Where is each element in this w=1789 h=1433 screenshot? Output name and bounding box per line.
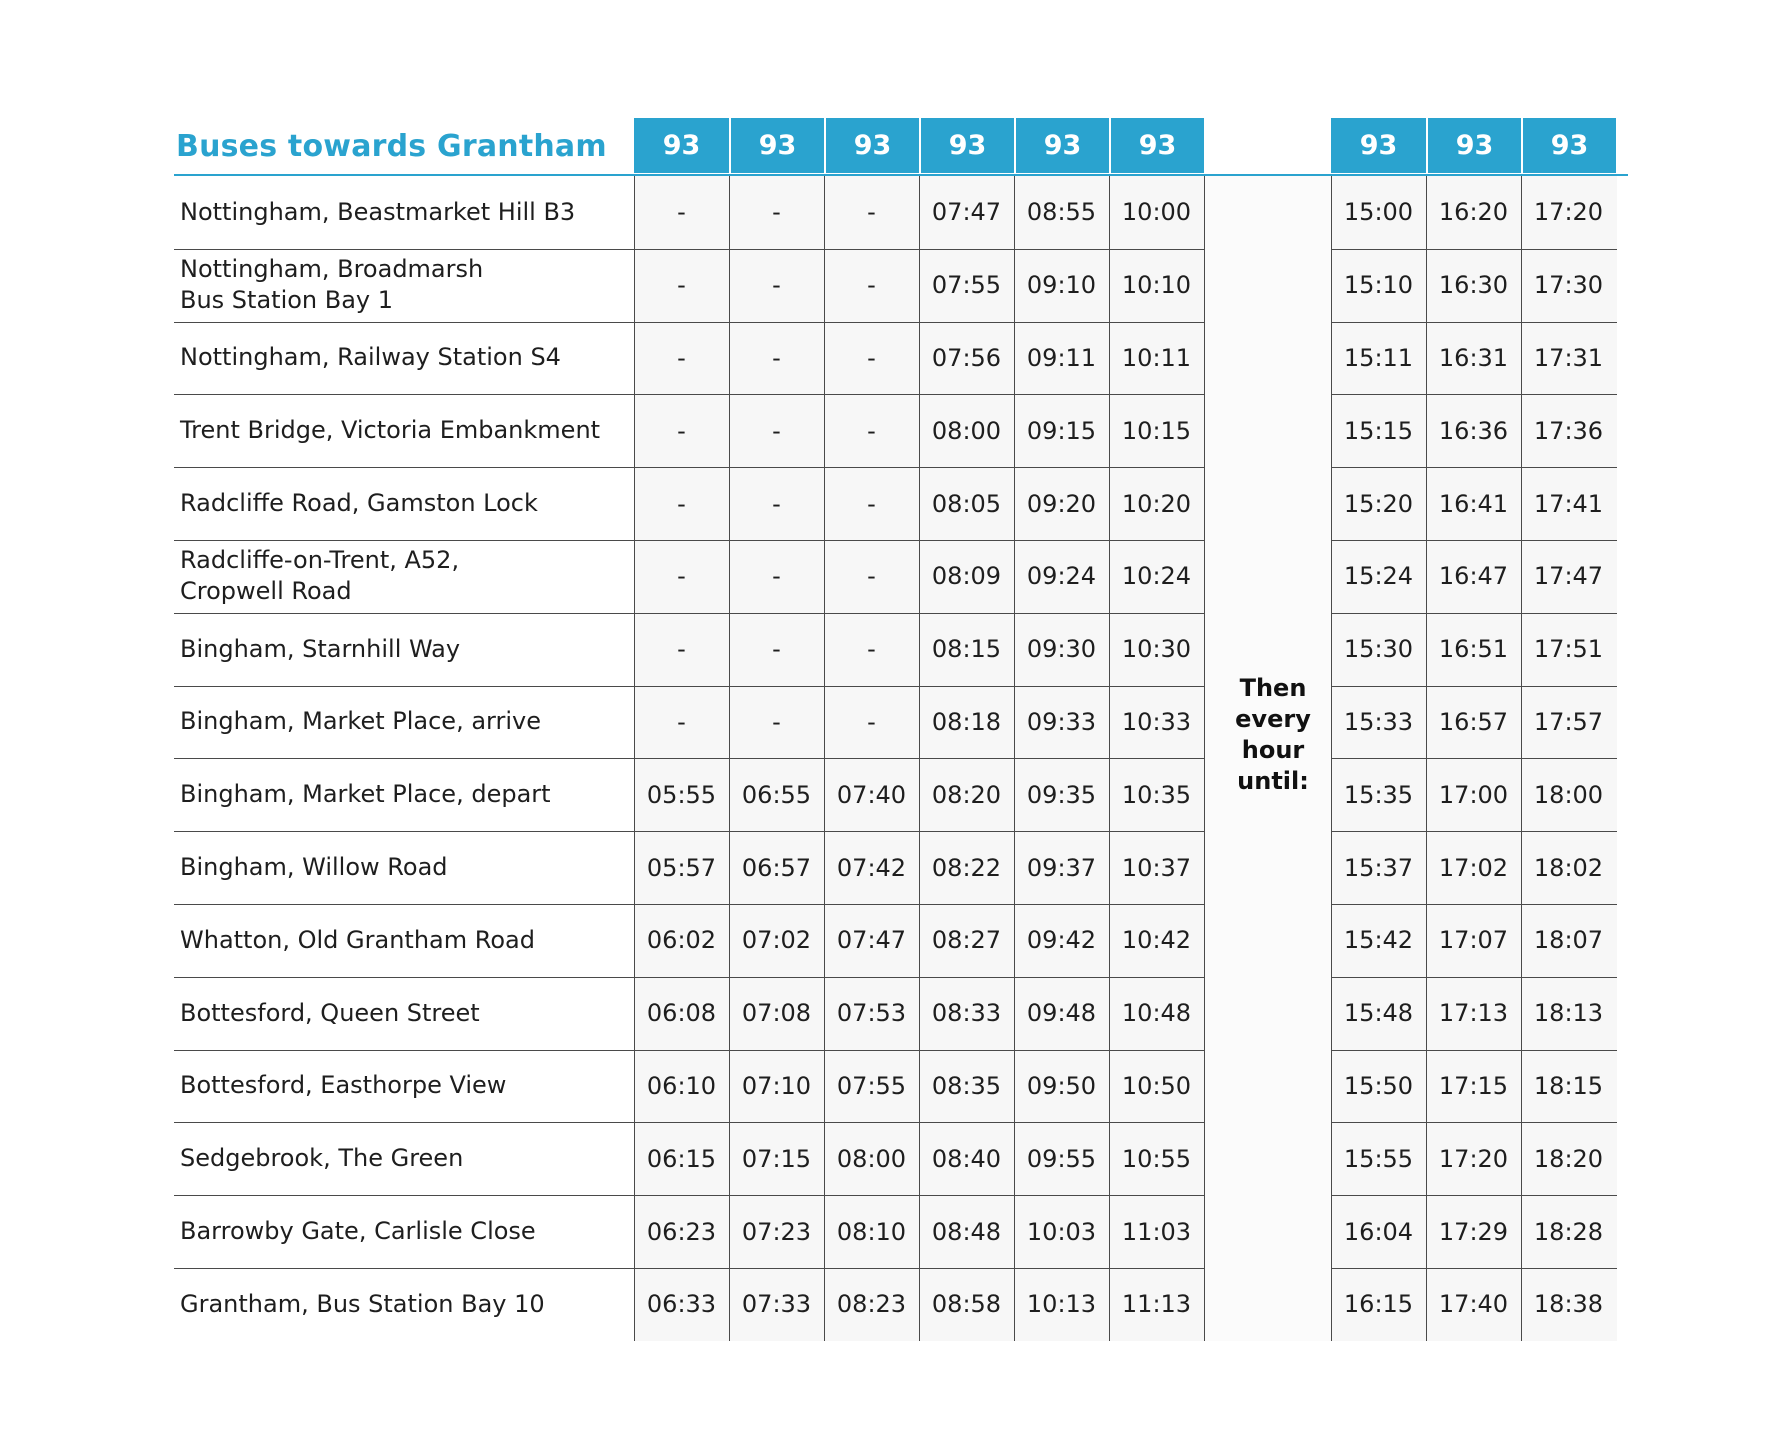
stop-name: Grantham, Bus Station Bay 10	[180, 1289, 545, 1318]
departure-time: 10:13	[1026, 1290, 1097, 1319]
departure-time: 16:41	[1438, 489, 1509, 518]
departure-time: 15:42	[1343, 926, 1414, 955]
departure-time: 08:33	[931, 999, 1002, 1028]
stop-name: Bingham, Market Place, depart	[180, 780, 551, 809]
departure-time: 08:35	[931, 1071, 1002, 1100]
stop-name: Bottesford, Queen Street	[180, 998, 480, 1027]
route-header-8: 93	[1426, 118, 1521, 173]
stop-name: Bingham, Willow Road	[180, 853, 448, 882]
departure-time: 16:20	[1438, 198, 1509, 227]
timetable-title: Buses towards Grantham	[176, 129, 607, 164]
departure-time: 07:42	[836, 853, 907, 882]
departure-time: 17:15	[1438, 1071, 1509, 1100]
departure-time: 08:27	[931, 926, 1002, 955]
departure-time: 10:00	[1121, 198, 1192, 227]
departure-time: 18:02	[1533, 853, 1604, 882]
departure-time: 08:09	[931, 562, 1002, 591]
departure-time: -	[867, 489, 876, 518]
departure-time: 06:55	[741, 780, 812, 809]
departure-time: 15:24	[1343, 562, 1414, 591]
departure-time: 10:30	[1121, 635, 1192, 664]
departure-time: 11:03	[1121, 1217, 1192, 1246]
departure-time: -	[867, 198, 876, 227]
departure-time: 10:50	[1121, 1071, 1192, 1100]
stop-name: Nottingham, Broadmarsh Bus Station Bay 1	[180, 255, 484, 315]
stop-name: Bingham, Starnhill Way	[180, 634, 461, 663]
stop-name: Trent Bridge, Victoria Embankment	[180, 416, 601, 445]
departure-time: 10:03	[1026, 1217, 1097, 1246]
route-header-7: 93	[1331, 118, 1426, 173]
departure-time: -	[867, 271, 876, 300]
departure-time: 09:10	[1026, 271, 1097, 300]
departure-time: 16:57	[1438, 707, 1509, 736]
route-header-5: 93	[1014, 118, 1109, 173]
departure-time: -	[772, 635, 781, 664]
departure-time: 09:37	[1026, 853, 1097, 882]
departure-time: 08:23	[836, 1290, 907, 1319]
departure-time: 10:35	[1121, 780, 1192, 809]
departure-time: 15:10	[1343, 271, 1414, 300]
departure-time: 06:23	[646, 1217, 717, 1246]
stop-name: Sedgebrook, The Green	[180, 1144, 464, 1173]
stop-name: Bottesford, Easthorpe View	[180, 1071, 507, 1100]
departure-time: 15:15	[1343, 416, 1414, 445]
route-header-6: 93	[1109, 118, 1204, 173]
departure-time: 17:41	[1533, 489, 1604, 518]
departure-time: 09:55	[1026, 1144, 1097, 1173]
stop-name: Bingham, Market Place, arrive	[180, 707, 541, 736]
departure-time: 06:33	[646, 1290, 717, 1319]
departure-time: 11:13	[1121, 1290, 1192, 1319]
departure-time: 06:10	[646, 1071, 717, 1100]
route-header-9: 93	[1521, 118, 1616, 173]
departure-time: 08:15	[931, 635, 1002, 664]
departure-time: 10:48	[1121, 999, 1192, 1028]
route-header-2: 93	[729, 118, 824, 173]
departure-time: 17:20	[1533, 198, 1604, 227]
departure-time: 16:04	[1343, 1217, 1414, 1246]
departure-time: 06:02	[646, 926, 717, 955]
departure-time: 18:13	[1533, 999, 1604, 1028]
departure-time: 10:24	[1121, 562, 1192, 591]
departure-time: 09:30	[1026, 635, 1097, 664]
departure-time: 10:11	[1121, 343, 1192, 372]
departure-time: 16:30	[1438, 271, 1509, 300]
departure-time: 15:11	[1343, 343, 1414, 372]
stop-name: Nottingham, Railway Station S4	[180, 343, 561, 372]
departure-time: 17:40	[1438, 1290, 1509, 1319]
departure-time: 07:10	[741, 1071, 812, 1100]
departure-time: 17:51	[1533, 635, 1604, 664]
departure-time: 08:22	[931, 853, 1002, 882]
departure-time: 08:58	[931, 1290, 1002, 1319]
departure-time: -	[772, 416, 781, 445]
departure-time: -	[677, 635, 686, 664]
departure-time: 05:55	[646, 780, 717, 809]
departure-time: 17:31	[1533, 343, 1604, 372]
departure-time: 18:38	[1533, 1290, 1604, 1319]
departure-time: -	[677, 416, 686, 445]
departure-time: 08:05	[931, 489, 1002, 518]
departure-time: 18:07	[1533, 926, 1604, 955]
stop-name: Radcliffe-on-Trent, A52, Cropwell Road	[180, 546, 460, 606]
departure-time: 15:35	[1343, 780, 1414, 809]
departure-time: 18:20	[1533, 1144, 1604, 1173]
route-header-3: 93	[824, 118, 919, 173]
departure-time: 17:47	[1533, 562, 1604, 591]
departure-time: -	[867, 707, 876, 736]
departure-time: 07:02	[741, 926, 812, 955]
departure-time: -	[772, 562, 781, 591]
departure-time: 07:40	[836, 780, 907, 809]
departure-time: 09:20	[1026, 489, 1097, 518]
departure-time: 17:13	[1438, 999, 1509, 1028]
departure-time: 10:20	[1121, 489, 1192, 518]
departure-time: 07:55	[836, 1071, 907, 1100]
departure-time: 07:08	[741, 999, 812, 1028]
departure-time: -	[677, 707, 686, 736]
departure-time: 09:50	[1026, 1071, 1097, 1100]
departure-time: 15:33	[1343, 707, 1414, 736]
departure-time: 06:57	[741, 853, 812, 882]
departure-time: 10:42	[1121, 926, 1192, 955]
departure-time: 15:00	[1343, 198, 1414, 227]
departure-time: -	[677, 271, 686, 300]
departure-time: 09:11	[1026, 343, 1097, 372]
departure-time: 08:20	[931, 780, 1002, 809]
departure-time: -	[772, 343, 781, 372]
departure-time: 17:57	[1533, 707, 1604, 736]
column-divider	[1204, 176, 1205, 1341]
departure-time: 17:20	[1438, 1144, 1509, 1173]
departure-time: 17:29	[1438, 1217, 1509, 1246]
departure-time: -	[867, 343, 876, 372]
departure-time: 15:55	[1343, 1144, 1414, 1173]
departure-time: 10:10	[1121, 271, 1192, 300]
stop-name: Radcliffe Road, Gamston Lock	[180, 489, 538, 518]
departure-time: 16:36	[1438, 416, 1509, 445]
departure-time: 10:15	[1121, 416, 1192, 445]
stop-name: Barrowby Gate, Carlisle Close	[180, 1217, 536, 1246]
departure-time: 10:33	[1121, 707, 1192, 736]
route-header-1: 93	[634, 118, 729, 173]
departure-time: 18:28	[1533, 1217, 1604, 1246]
departure-time: 10:55	[1121, 1144, 1192, 1173]
departure-time: 07:53	[836, 999, 907, 1028]
departure-time: 07:47	[931, 198, 1002, 227]
stop-name: Whatton, Old Grantham Road	[180, 925, 535, 954]
departure-time: 15:48	[1343, 999, 1414, 1028]
departure-time: 15:20	[1343, 489, 1414, 518]
departure-time: 07:33	[741, 1290, 812, 1319]
route-header-4: 93	[919, 118, 1014, 173]
departure-time: -	[772, 707, 781, 736]
departure-time: 08:00	[836, 1144, 907, 1173]
departure-time: 18:15	[1533, 1071, 1604, 1100]
departure-time: 09:15	[1026, 416, 1097, 445]
departure-time: 17:00	[1438, 780, 1509, 809]
departure-time: 18:00	[1533, 780, 1604, 809]
departure-time: 06:15	[646, 1144, 717, 1173]
departure-time: 07:47	[836, 926, 907, 955]
departure-time: -	[677, 343, 686, 372]
departure-time: 17:36	[1533, 416, 1604, 445]
departure-time: 16:15	[1343, 1290, 1414, 1319]
departure-time: 15:30	[1343, 635, 1414, 664]
departure-time: 15:37	[1343, 853, 1414, 882]
stop-name: Nottingham, Beastmarket Hill B3	[180, 197, 576, 226]
departure-time: 09:35	[1026, 780, 1097, 809]
departure-time: 16:47	[1438, 562, 1509, 591]
departure-time: 07:55	[931, 271, 1002, 300]
departure-time: -	[867, 416, 876, 445]
departure-time: 17:07	[1438, 926, 1509, 955]
departure-time: 15:50	[1343, 1071, 1414, 1100]
departure-time: 09:33	[1026, 707, 1097, 736]
departure-time: 17:30	[1533, 271, 1604, 300]
departure-time: 06:08	[646, 999, 717, 1028]
departure-time: 10:37	[1121, 853, 1192, 882]
departure-time: 08:18	[931, 707, 1002, 736]
departure-time: -	[772, 271, 781, 300]
departure-time: -	[677, 562, 686, 591]
departure-time: 17:02	[1438, 853, 1509, 882]
departure-time: 07:56	[931, 343, 1002, 372]
departure-time: 07:15	[741, 1144, 812, 1173]
departure-time: 16:51	[1438, 635, 1509, 664]
departure-time: 09:42	[1026, 926, 1097, 955]
departure-time: 08:55	[1026, 198, 1097, 227]
departure-time: 09:24	[1026, 562, 1097, 591]
departure-time: 16:31	[1438, 343, 1509, 372]
departure-time: -	[867, 562, 876, 591]
departure-time: 07:23	[741, 1217, 812, 1246]
departure-time: -	[677, 198, 686, 227]
departure-time: 09:48	[1026, 999, 1097, 1028]
departure-time: -	[772, 198, 781, 227]
departure-time: 05:57	[646, 853, 717, 882]
departure-time: 08:10	[836, 1217, 907, 1246]
departure-time: -	[867, 635, 876, 664]
departure-time: -	[772, 489, 781, 518]
departure-time: 08:40	[931, 1144, 1002, 1173]
departure-time: 08:00	[931, 416, 1002, 445]
departure-time: -	[677, 489, 686, 518]
departure-time: 08:48	[931, 1217, 1002, 1246]
frequency-note: Then every hour until:	[1235, 674, 1311, 795]
